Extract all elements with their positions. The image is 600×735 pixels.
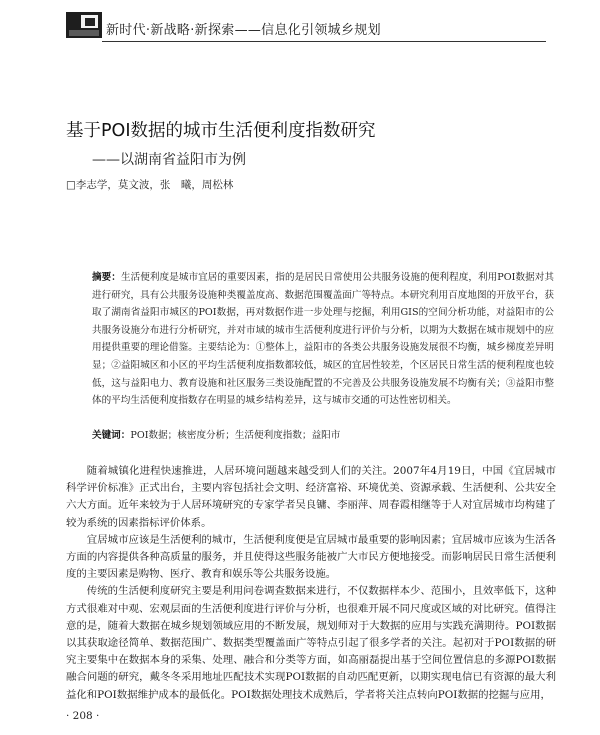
keywords: [92, 427, 554, 445]
page-number: · 208 ·: [66, 710, 100, 722]
keywords-label: 关键词：: [92, 430, 131, 441]
abstract-label: 摘要：: [92, 272, 121, 283]
journal-logo-icon: [66, 12, 102, 38]
logo-core: [85, 18, 95, 26]
article-subtitle: ——以湖南省益阳市为例: [92, 152, 246, 168]
article-title: 基于POI数据的城市生活便利度指数研究: [66, 121, 376, 141]
keywords-text: POI数据；核密度分析；生活便利度指数；益阳市: [130, 430, 341, 441]
logo-mark: [69, 30, 99, 36]
body-paragraph: 宜居城市应该是生活便利的城市，生活便利度便是宜居城市最重要的影响因素；宜居城市应该为生活各方面的内容提供各种高质量的服务，并且使得这些服务能被广大市民方便地接受。而影响居民日常生活便利度的主要因素是购物、医疗、教育和娱乐等公共服务设施。: [66, 533, 556, 581]
body-paragraph: 随着城镇化进程快速推进，人居环境问题越来越受到人们的关注。2007年4月19日，中国《宜居城市科学评价标准》正式出台，主要内容包括社会文明、经济富裕、环境优美、资源承载、生活便利、公共安全六大方面。近年来较为于人居环境研究的专家学者吴良镛、李丽萍、周春霞相继等于人对宜居城市均构建了较为系统的因素指标评价体系。: [66, 465, 556, 529]
abstract-text: 生活便利度是城市宜居的重要因素，指的是居民日常使用公共服务设施的便利程度，利用POI数据对其进行研究，具有公共服务设施种类覆盖度高、数据范围覆盖面广等特点。本研究利用百度地图的开放平台，获取了湖南省益阳市城区的POI数据，再对数据作进一步处理与挖掘，利用GIS的空间分析功能，对益阳市的公共服务设施分布进行分析研究，并对市域的城市生活便利度进行评价与分析，以期为大数据在城市规划中的应用提供重要的理论借鉴。主要结论为：①整体上，益阳市的各类公共服务设施发展很不均衡，城乡梯度差异明显；②益阳城区和小区的平均生活便利度指数都较低，城区的宜居性较差，个区居民日常生活的便利程度也较低，这与益阳电力、教育设施和社区服务三类设施配置的不完善及公共服务设施发展不均衡有关；③益阳市整体的平均生活便利度指数存在明显的城乡结构差异，这与城市交通的可达性密切相关。: [92, 272, 555, 407]
body-text: [66, 463, 556, 704]
running-header: [66, 12, 546, 42]
running-title: 新时代·新战略·新探索——信息化引领城乡规划: [106, 23, 381, 38]
article-authors: □李志学，莫文波，张 曦，周松林: [66, 179, 234, 191]
body-paragraph: 传统的生活便利度研究主要是利用问卷调查数据来进行，不仅数据样本少、范围小，且效率低下，这种方式很难对中观、宏观层面的生活便利度进行评价与分析，也很难开展不同尺度或区域的对比研究。值得注意的是，随着大数据在城乡规划领域应用的不断发展，规划师对于大数据的应用与实践充满期待。POI数据以其获取途径简单、数据范围广、数据类型覆盖面广等特点引起了很多学者的关注。起初对于POI数据的研究主要集中在数据本身的采集、处理、融合和分类等方面，如高丽磊提出基于空间位置信息的多源POI数据融合问题的研究，戴冬冬采用地址匹配技术实现POI数据的自动匹配更新，以期实现电信已有资源的最大利益化和POI数据维护成本的最低化。POI数据处理技术成熟后，学者将关注点转向POI数据的挖掘与应用，: [66, 585, 556, 701]
header-rule: [102, 41, 546, 42]
abstract: [92, 269, 554, 410]
